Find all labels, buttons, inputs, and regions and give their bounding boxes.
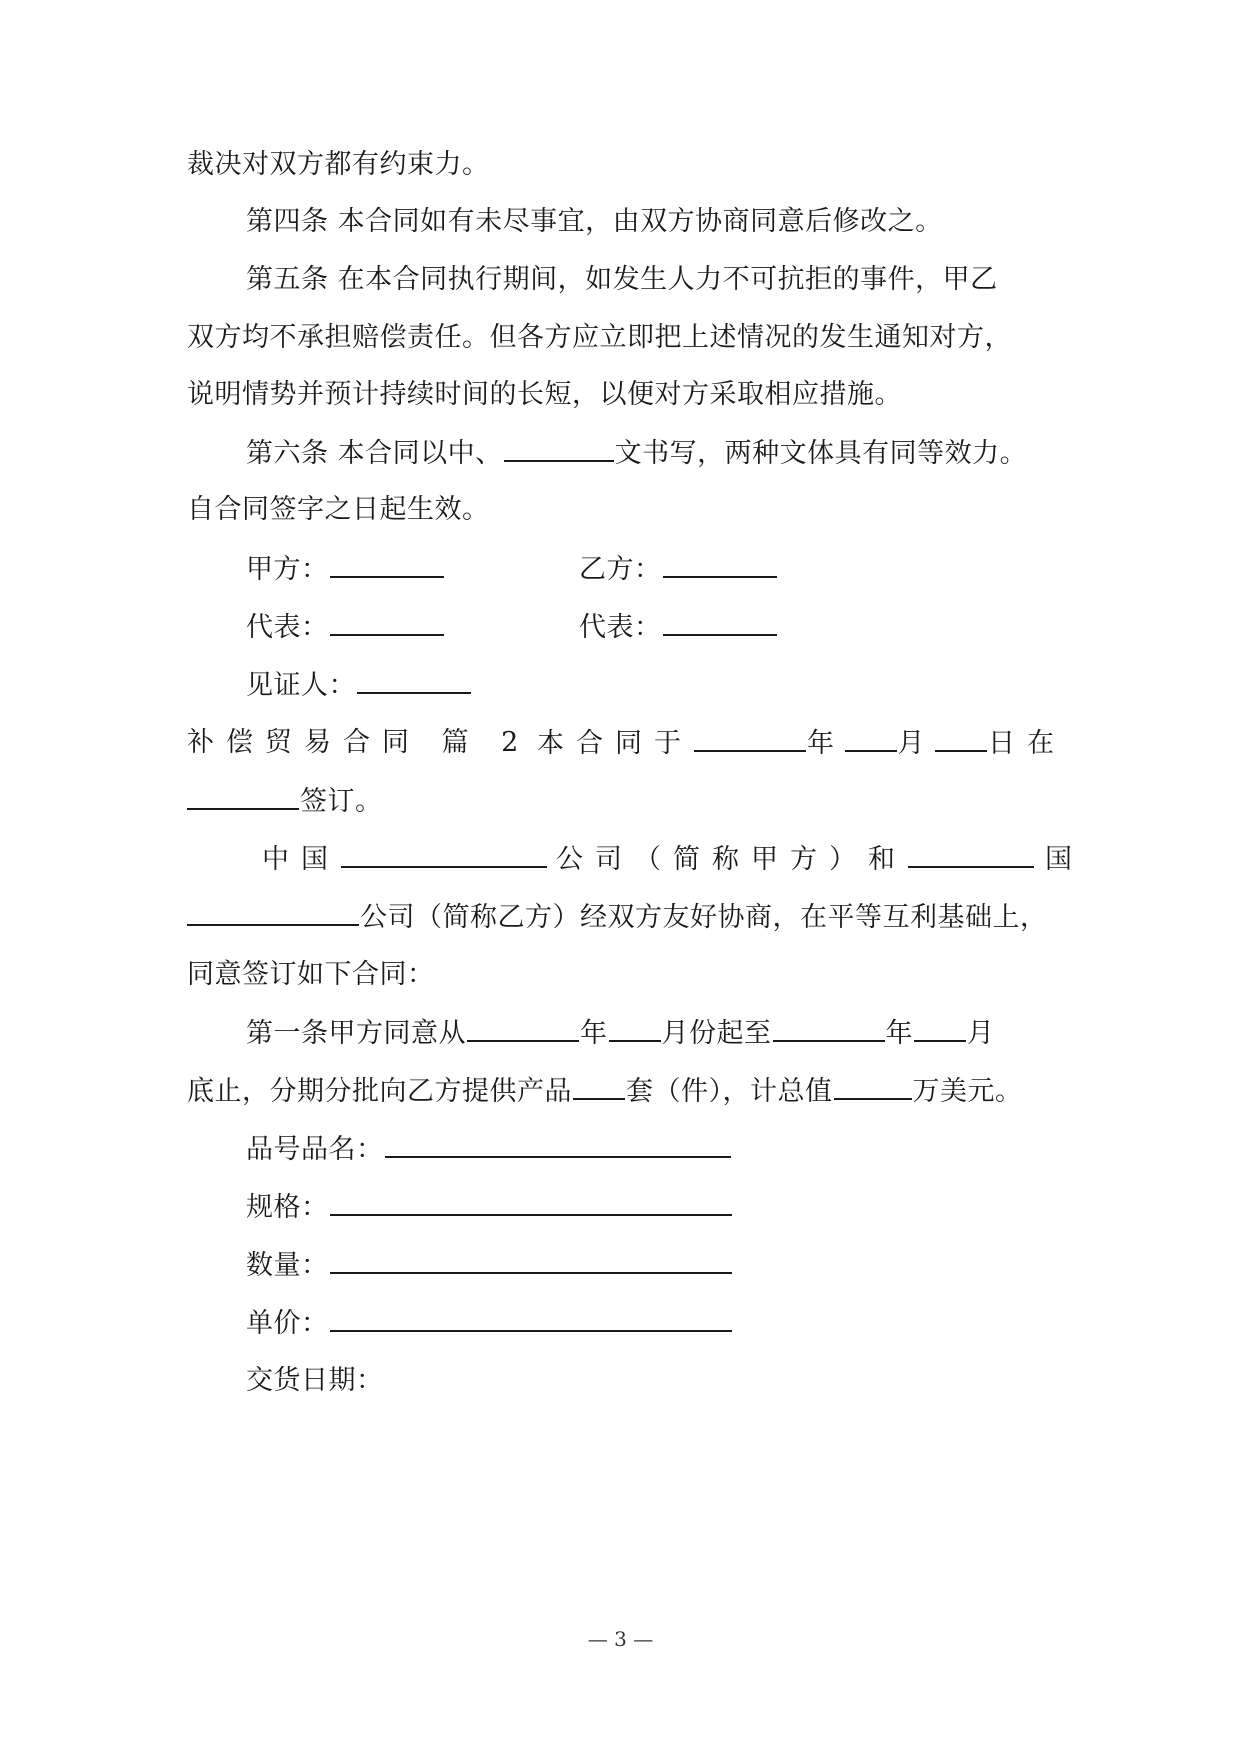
rep-b-field: 代表： [579,604,778,651]
rep-a-field: 代表： [246,604,445,651]
blank-line [330,604,444,636]
blank-line [834,1068,912,1100]
blank-line [341,836,547,868]
blank-line [330,1242,732,1274]
blank-line [573,1068,625,1100]
signature-row-parties [246,546,1116,592]
clause-five: 第五条 在本合同执行期间，如发生人力不可抗拒的事件，甲乙 [246,264,998,295]
product-name-field: 品号品名： [246,1126,1116,1172]
blank-line [385,1126,731,1158]
paragraph-line: 签订。 [187,778,1057,824]
article-one-cont: 底止，分期分批向乙方提供产品 套（件），计总值 万美元。 [187,1068,1057,1114]
contract-date-place: 本合同于 年 月 日在 [537,720,1066,767]
clause-six-cont: 自合同签字之日起生效。 [187,494,490,525]
article-one: 第一条甲方同意从 年 月份起至 年 月 [246,1010,1116,1056]
parties-intro-cont: 同意签订如下合同： [187,959,435,990]
blank-line [330,546,444,578]
blank-line [663,546,777,578]
blank-line [694,720,806,752]
clause-six: 第六条 本合同以中、 文书写，两种文体具有同等效力。 [246,430,1116,476]
blank-line [609,1010,661,1042]
witness-field: 见证人： [246,662,1116,708]
parties-intro-cont: 公司（简称乙方）经双方友好协商，在平等互利基础上， [187,894,1057,940]
blank-line [330,1300,732,1332]
blank-line [935,720,987,752]
blank-line [467,1010,579,1042]
blank-line [357,662,471,694]
blank-line [908,836,1034,868]
party-a-field: 甲方： [246,546,445,593]
unit-price-field: 单价： [246,1300,1116,1346]
clause-five-cont: 双方均不承担赔偿责任。但各方应立即把上述情况的发生通知对方， [187,322,1012,353]
delivery-date-field: 交货日期： [246,1365,384,1396]
parties-intro: 中国 公司（简称甲方）和 国 [262,836,1132,882]
section-heading-line [187,720,1066,766]
clause-four: 第四条 本合同如有未尽事宜，由双方协商同意后修改之。 [246,206,943,237]
blank-line [330,1184,732,1216]
blank-line [663,604,777,636]
blank-line [504,430,614,462]
page-number: — 3 — [587,1627,654,1651]
clause-five-cont: 说明情势并预计持续时间的长短，以便对方采取相应措施。 [187,379,902,410]
party-b-field: 乙方： [579,546,778,593]
blank-line [914,1010,966,1042]
signature-row-representatives [246,604,1116,650]
section-title: 补偿贸易合同 篇 2 [187,727,531,758]
blank-line [773,1010,885,1042]
blank-line [187,778,299,810]
blank-line [845,720,897,752]
paragraph-line: 裁决对双方都有约束力。 [187,149,490,180]
blank-line [187,894,359,926]
quantity-field: 数量： [246,1242,1116,1288]
spec-field: 规格： [246,1184,1116,1230]
